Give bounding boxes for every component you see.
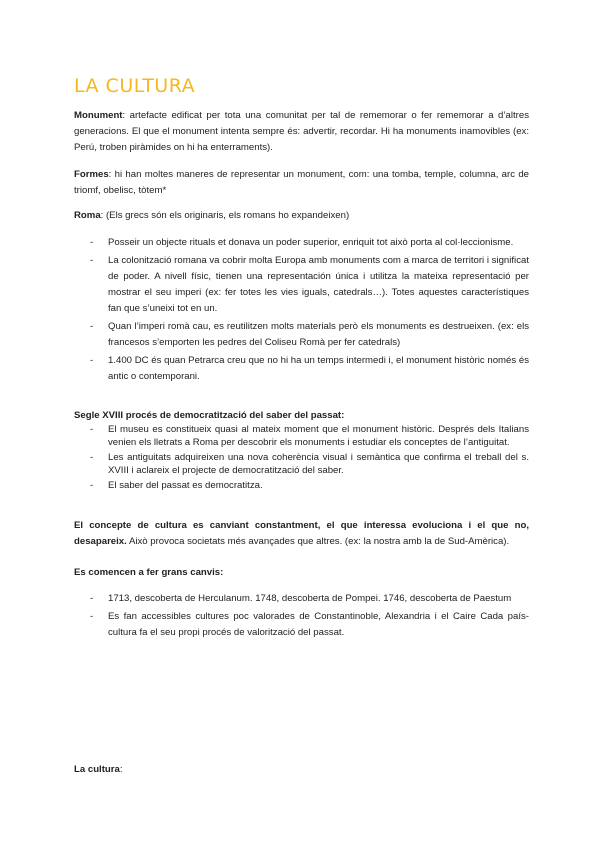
segle-heading-text: Segle XVIII procés de democratització del saber del passat: [74,410,345,421]
list-dash: - [90,611,94,622]
roma-list [74,235,529,385]
list-item [74,479,529,492]
list-item [74,609,529,641]
canvis-heading-text: Es comencen a fer grans canvis: [74,567,224,578]
list-dash: - [90,355,94,366]
list-item-text: La colonització romana va cobrir molta Europa amb monuments com a marca de territori i significat de poder. A nivell físic, tienen una representación única i utilitza la mateixa representació per mostrar el seu imperi (ex: fer totes les vies iguals, catedrals…). Totes aquestes característiques fan que s’uneixi tot en un. [108,255,529,314]
roma-paragraph [74,208,529,224]
canvis-list [74,591,529,641]
monument-term: Monument [74,110,123,121]
concepte-bold: El concepte de cultura es canviant constantment, el que interessa evoluciona i el que no, desapareix. [74,520,529,547]
segle-list [74,423,529,494]
monument-paragraph [74,108,529,156]
formes-paragraph [74,167,529,199]
list-item [74,451,529,477]
list-dash: - [90,424,94,435]
list-item [74,591,529,607]
list-dash: - [90,321,94,332]
concepte-paragraph [74,518,529,550]
page-title: LA CULTURA [74,75,196,97]
roma-term: Roma [74,210,101,221]
list-item-text: 1.400 DC és quan Petrarca creu que no hi ha un temps intermedi i, el monument històric només és antic o contemporani. [108,355,529,382]
canvis-heading [74,565,529,581]
footer-term: La cultura [74,764,120,775]
concepte-text: Això provoca societats més avançades que altres. (ex: la nostra amb la de Sud-Amèrica). [126,536,510,547]
list-dash: - [90,480,94,491]
list-item-text: El saber del passat es democratitza. [108,480,263,491]
list-item-text: 1713, descoberta de Herculanum. 1748, descoberta de Pompei. 1746, descoberta de Paestum [108,593,512,604]
list-dash: - [90,255,94,266]
list-item-text: Es fan accessibles cultures poc valorades de Constantinoble, Alexandria i el Caire Cada país-cultura fa el seu propi procés de valorització del passat. [108,611,529,638]
list-item-text: El museu es constitueix quasi al mateix moment que el monument històric. Després dels Italians venien els lletrats a Roma per descobrir els monuments i estudiar els conceptes de l’antiguitat. [108,424,529,448]
roma-text: : (Els grecs són els originaris, els romans ho expandeixen) [100,210,350,221]
list-item [74,423,529,449]
formes-term: Formes [74,169,109,180]
list-dash: - [90,452,94,463]
list-item [74,235,529,251]
footer-text: : [119,764,123,775]
list-item-text: Posseir un objecte rituals et donava un poder superior, enriquit tot això porta al col·leccionisme. [108,237,514,248]
monument-text: : artefacte edificat per tota una comunitat per tal de rememorar o fer rememorar a d’altres generacions. El que el monument intenta sempre és: advertir, recordar. Hi ha monuments inamovibles (ex: Perú, troben piràmides on hi ha enterraments). [74,110,529,153]
list-item [74,319,529,351]
list-item-text: Quan l’imperi romà cau, es reutilitzen molts materials però els monuments es destrueixen. (ex: els francesos s’emporten les pedres del Coliseu Romà per fer catedrals) [108,321,529,348]
footer-paragraph [74,762,529,778]
list-item-text: Les antiguitats adquireixen una nova coherència visual i semàntica que confirma el treball del s. XVIII i aclareix el projecte de democratització del saber. [108,452,529,476]
segle-heading [74,408,529,424]
list-item [74,353,529,385]
list-dash: - [90,237,94,248]
list-dash: - [90,593,94,604]
list-item [74,253,529,317]
formes-text: : hi han moltes maneres de representar un monument, com: una tomba, temple, columna, arc de triomf, obelisc, tòtem* [74,169,529,196]
